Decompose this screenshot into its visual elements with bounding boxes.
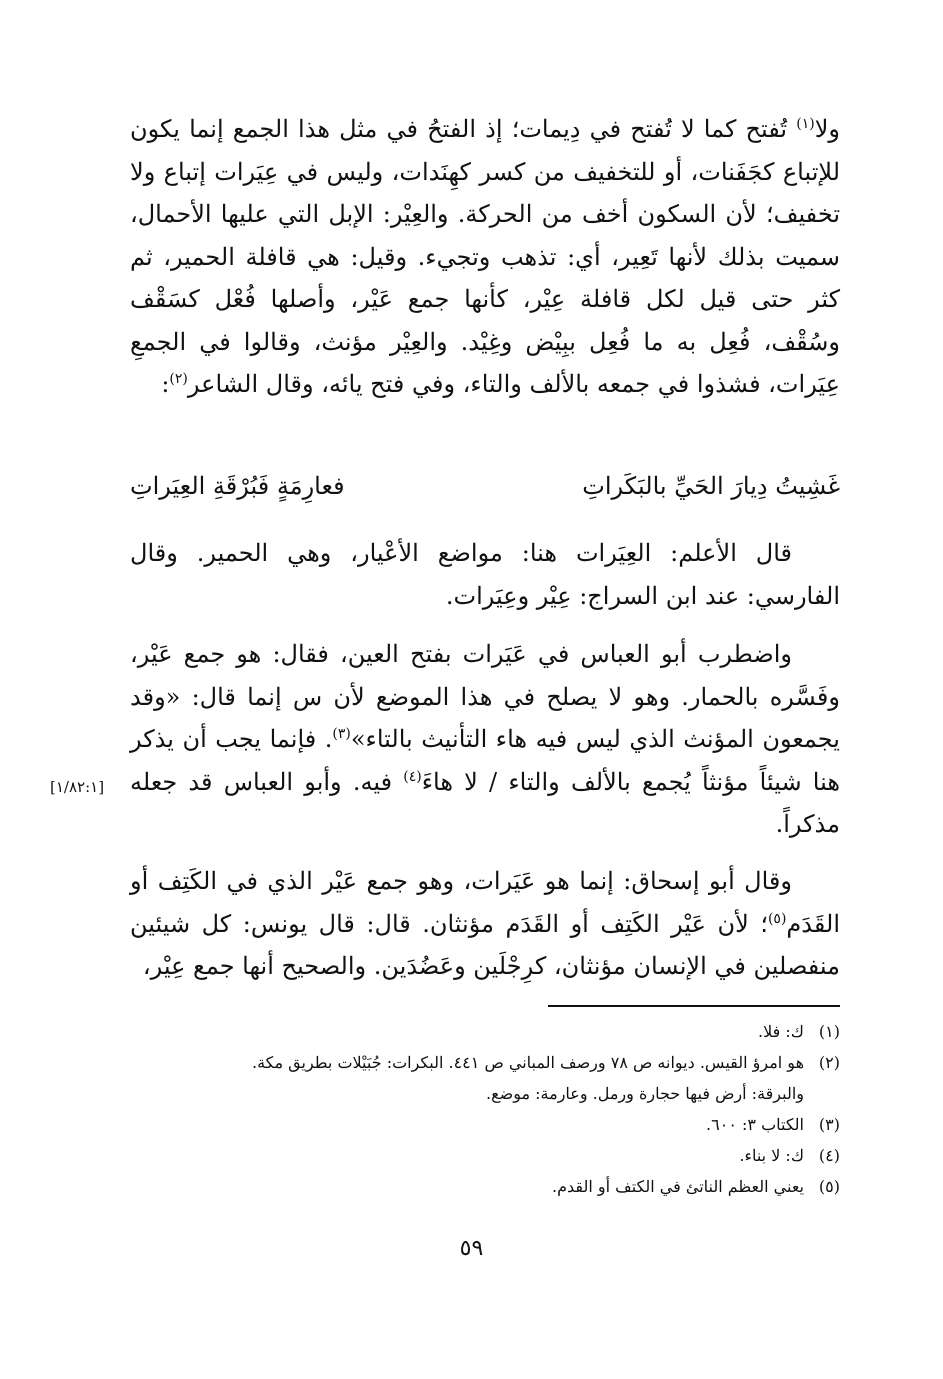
paragraph-4 xyxy=(130,860,840,988)
footnote-text: هو امرؤ القيس. ديوانه ص ٧٨ ورصف المباني ص ٤٤١. البكرات: جُبَيْلات بطريق مكة. xyxy=(252,1053,804,1072)
footnote-ref-5: (٥) xyxy=(767,910,787,927)
paragraph-3-part-a: واضطرب أبو العباس في عَيَرات بفتح العين، فقال: هو جمع عَيْر، وفَسَّره بالحمار. وهو لا يصلح في هذا الموضع لأن س إنما قال: «وقد يجمعون المؤنث الذي ليس فيه هاء التأنيث بالتاء» xyxy=(130,640,840,753)
paragraph-1-start: ولا xyxy=(814,115,840,143)
paragraph-1-body: تُفتح كما لا تُفتح في دِيمات؛ إذ الفتحُ في مثل هذا الجمع إنما يكون للإتباع كجَفَنات، أو للتخفيف من كسر كهِنَدات، وليس في عِيَرات إتباع ولا تخفيف؛ لأن السكون أخف من الحركة. والعِيْر: الإبل التي عليها الأحمال، سميت بذلك لأنها تَعِير، أي: تذهب وتجيء. وقيل: هي قافلة الحمير، ثم كثر حتى قيل لكل قافلة عِيْر، كأنها جمع عَيْر، وأصلها فُعْل كسَقْف وسُقْف، فُعِل به ما فُعِل ببِيْض وغِيْد. والعِيْر مؤنث، وقالوا في الجمعِ عِيَرات، فشذوا في جمعه بالألف والتاء، وفي فتح يائه، وقال الشاعر xyxy=(130,115,841,398)
footnote-3 xyxy=(130,1109,840,1140)
paragraph-2-text: قال الأعلم: العِيَرات هنا: مواضع الأعْيار، وهي الحمير. وقال الفارسي: عند ابن السراج: عِيْر وعِيَرات. xyxy=(130,539,840,610)
footnotes xyxy=(130,1016,840,1202)
footnote-text: يعني العظم الناتئ في الكتف أو القدم. xyxy=(552,1177,804,1196)
margin-reference: [١/٨٢:١] xyxy=(50,778,105,796)
footnote-number: (٢) xyxy=(818,1053,840,1072)
paragraph-1-end: : xyxy=(161,370,170,398)
footnote-4 xyxy=(130,1140,840,1171)
footnote-number: (٣) xyxy=(818,1115,840,1134)
paragraph-4-part-a: وقال أبو إسحاق: إنما هو عَيَرات، وهو جمع عَيْر الذي في الكَتِف أو القَدَم xyxy=(130,867,840,938)
footnote-number: (٥) xyxy=(818,1177,840,1196)
paragraph-2 xyxy=(130,532,840,617)
paragraph-4-part-b: ؛ لأن عَيْر الكَتِف أو القَدَم مؤنثان. قال: قال يونس: كل شيئين منفصلين في الإنسان مؤنثان، كرِجْلَين وعَضُدَين. والصحيح أنها جمع عِيْر، xyxy=(130,909,840,980)
footnote-separator xyxy=(548,1005,840,1007)
footnote-ref-3: (٣) xyxy=(332,726,351,742)
paragraph-3-part-b: . فإنما يجب أن يذكر هنا شيئاً مؤنثاً يُجمع بالألف والتاء / لا هاءَ xyxy=(130,725,840,796)
footnote-ref-1: (١) xyxy=(796,116,815,132)
page-number: ٥٩ xyxy=(459,1236,484,1261)
footnote-2 xyxy=(130,1047,840,1109)
paragraph-3 xyxy=(130,633,840,846)
verse-hemistich-2: فعارِمَةٍ فَبُرْقَةِ العِيَراتِ xyxy=(130,472,345,500)
footnote-number: (١) xyxy=(818,1022,840,1041)
footnote-number: (٤) xyxy=(818,1146,840,1165)
footnote-ref-2: (٢) xyxy=(169,371,188,387)
footnote-text: الكتاب ٣: ٦٠٠. xyxy=(706,1115,804,1134)
footnote-1 xyxy=(130,1016,840,1047)
footnote-ref-4: (٤) xyxy=(403,768,422,785)
footnote-text-continued: والبرقة: أرض فيها حجارة ورمل. وعارمة: موضع. xyxy=(486,1084,804,1103)
paragraph-3-part-c: فيه. وأبو العباس قد جعله مذكراً. xyxy=(130,767,840,838)
verse-hemistich-1: غَشِيتُ دِيارَ الحَيِّ بالبَكَراتِ xyxy=(582,472,840,500)
paragraph-1 xyxy=(130,108,840,406)
poetry-verse xyxy=(130,472,840,516)
footnote-5 xyxy=(130,1171,840,1202)
footnote-text: ك: لا بناء. xyxy=(739,1146,804,1165)
footnote-text: ك: فلا. xyxy=(758,1022,804,1041)
